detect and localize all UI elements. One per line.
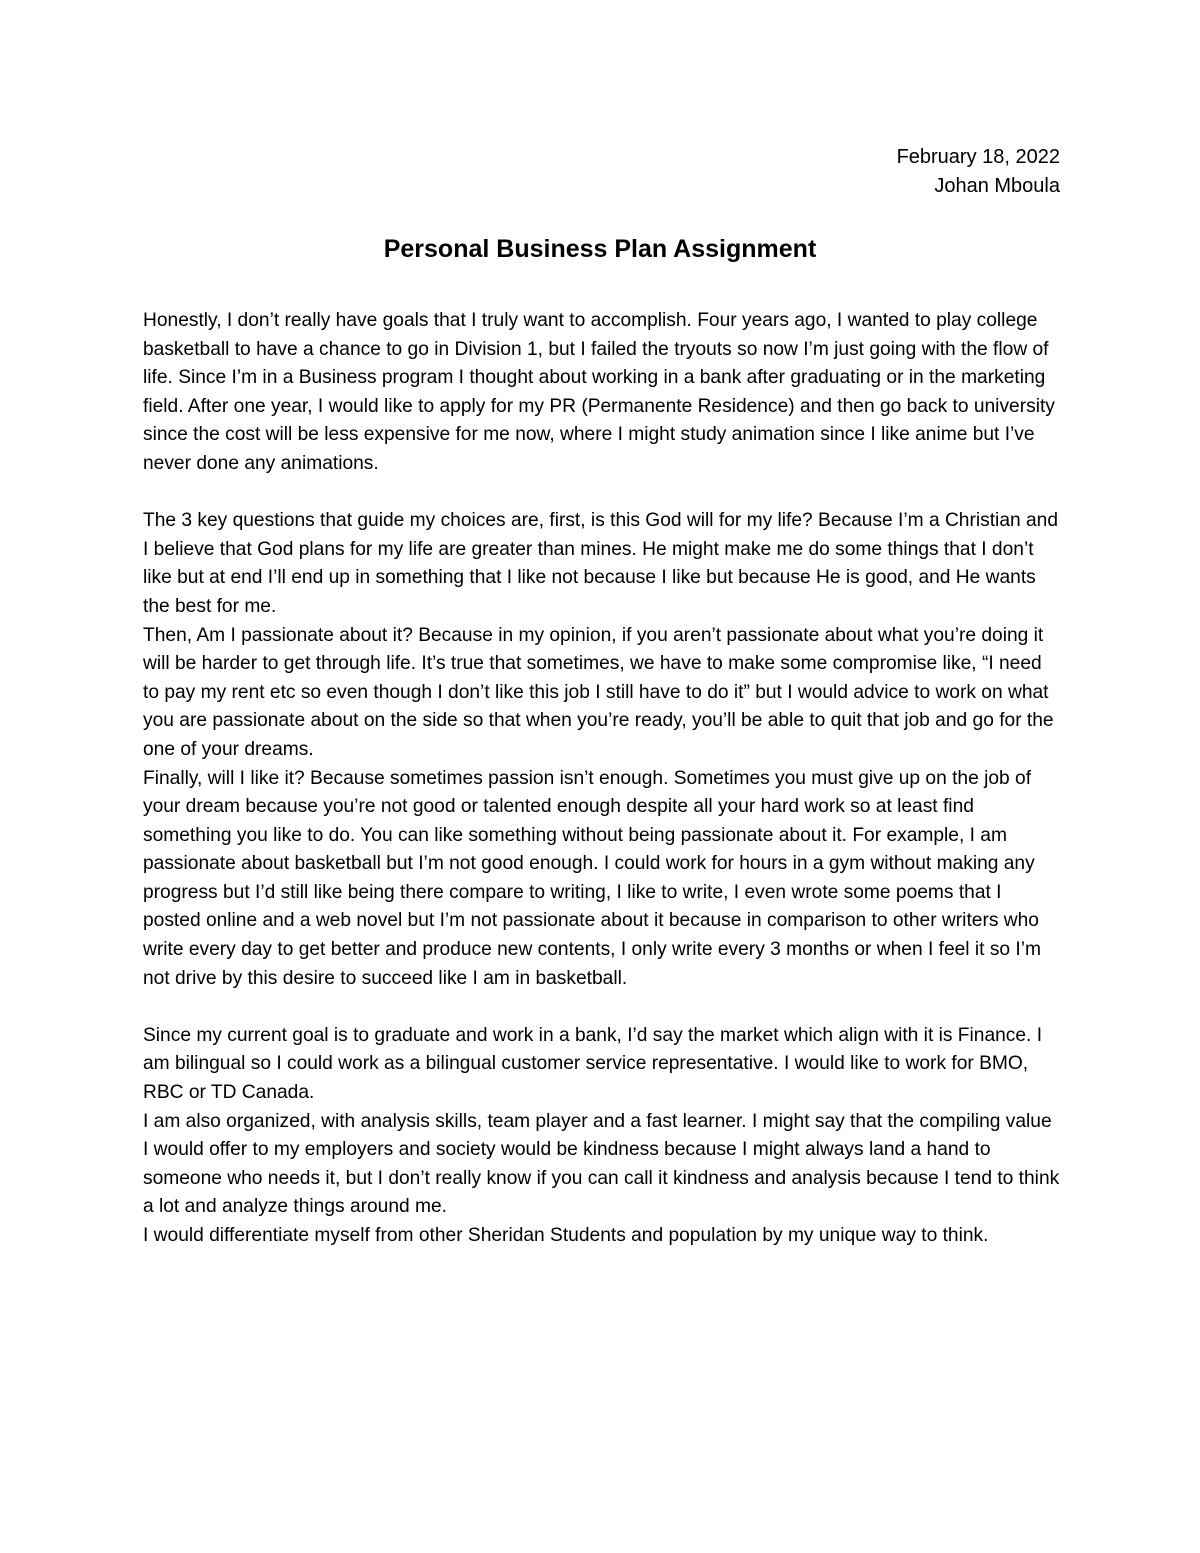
paragraph-key-questions: The 3 key questions that guide my choices are, first, is this God will for my life? Because I’m a Christian and I believe that God plans for my life are greater than mines. He might make me do some things that I don’t like but at end I’ll end up in something that I like not because I like but because He is good, and He wants the best for me. [143, 510, 1059, 617]
header-block [897, 143, 1060, 201]
paragraph-skills: I am also organized, with analysis skills, team player and a fast learner. I might say that the compiling value I would offer to my employers and society would be kindness because I might always land a hand to someone who needs it, but I don’t really know if you can call it kindness and analysis because I tend to think a lot and analyze things around me. [143, 1110, 1060, 1218]
paragraph-liking: Finally, will I like it? Because sometimes passion isn’t enough. Sometimes you must give up on the job of your dream because you’re not good or talented enough despite all your hard work so at least find something you like to do. You can like something without being passionate about it. For example, I am passionate about basketball but I’m not good enough. I could work for hours in a gym without making any progress but I’d still like being there compare to writing, I like to write, I even wrote some poems that I posted online and a web novel but I’m not passionate about it because in comparison to other writers who write every day to get better and produce new contents, I only write every 3 months or when I feel it so I’m not drive by this desire to succeed like I am in basketball. [143, 767, 1041, 989]
author-name: Johan Mboula [934, 175, 1060, 197]
paragraph-differentiation: I would differentiate myself from other Sheridan Students and population by my unique way to think. [143, 1225, 989, 1246]
paragraph-passion: Then, Am I passionate about it? Because in my opinion, if you aren’t passionate about what you’re doing it will be harder to get through life. It’s true that sometimes, we have to make some compromise like, “I need to pay my rent etc so even though I don’t like this job I still have to do it” but I would advice to work on what you are passionate about on the side so that when you’re ready, you’ll be able to quit that job and go for the one of your dreams. [143, 624, 1054, 760]
paragraph-market: Since my current goal is to graduate and work in a bank, I’d say the market which align with it is Finance. I am bilingual so I could work as a bilingual customer service representative. I would like to work for BMO, RBC or TD Canada. [143, 1024, 1043, 1104]
paragraph-spacer [143, 993, 1061, 1022]
document-title: Personal Business Plan Assignment [383, 235, 817, 263]
paragraph-goals: Honestly, I don’t really have goals that I truly want to accomplish. Four years ago, I wanted to play college basketball to have a chance to go in Division 1, but I failed the tryouts so now I’m just going with the flow of life. Since I’m in a Business program I thought about working in a bank after graduating or in the marketing field. After one year, I would like to apply for my PR (Permanente Residence) and then go back to university since the cost will be less expensive for me now, where I might study animation since I like anime but I’ve never done any animations. [143, 310, 1055, 474]
paragraph-spacer [143, 479, 1061, 508]
document-body [143, 307, 1061, 1251]
date-line: February 18, 2022 [896, 146, 1060, 168]
